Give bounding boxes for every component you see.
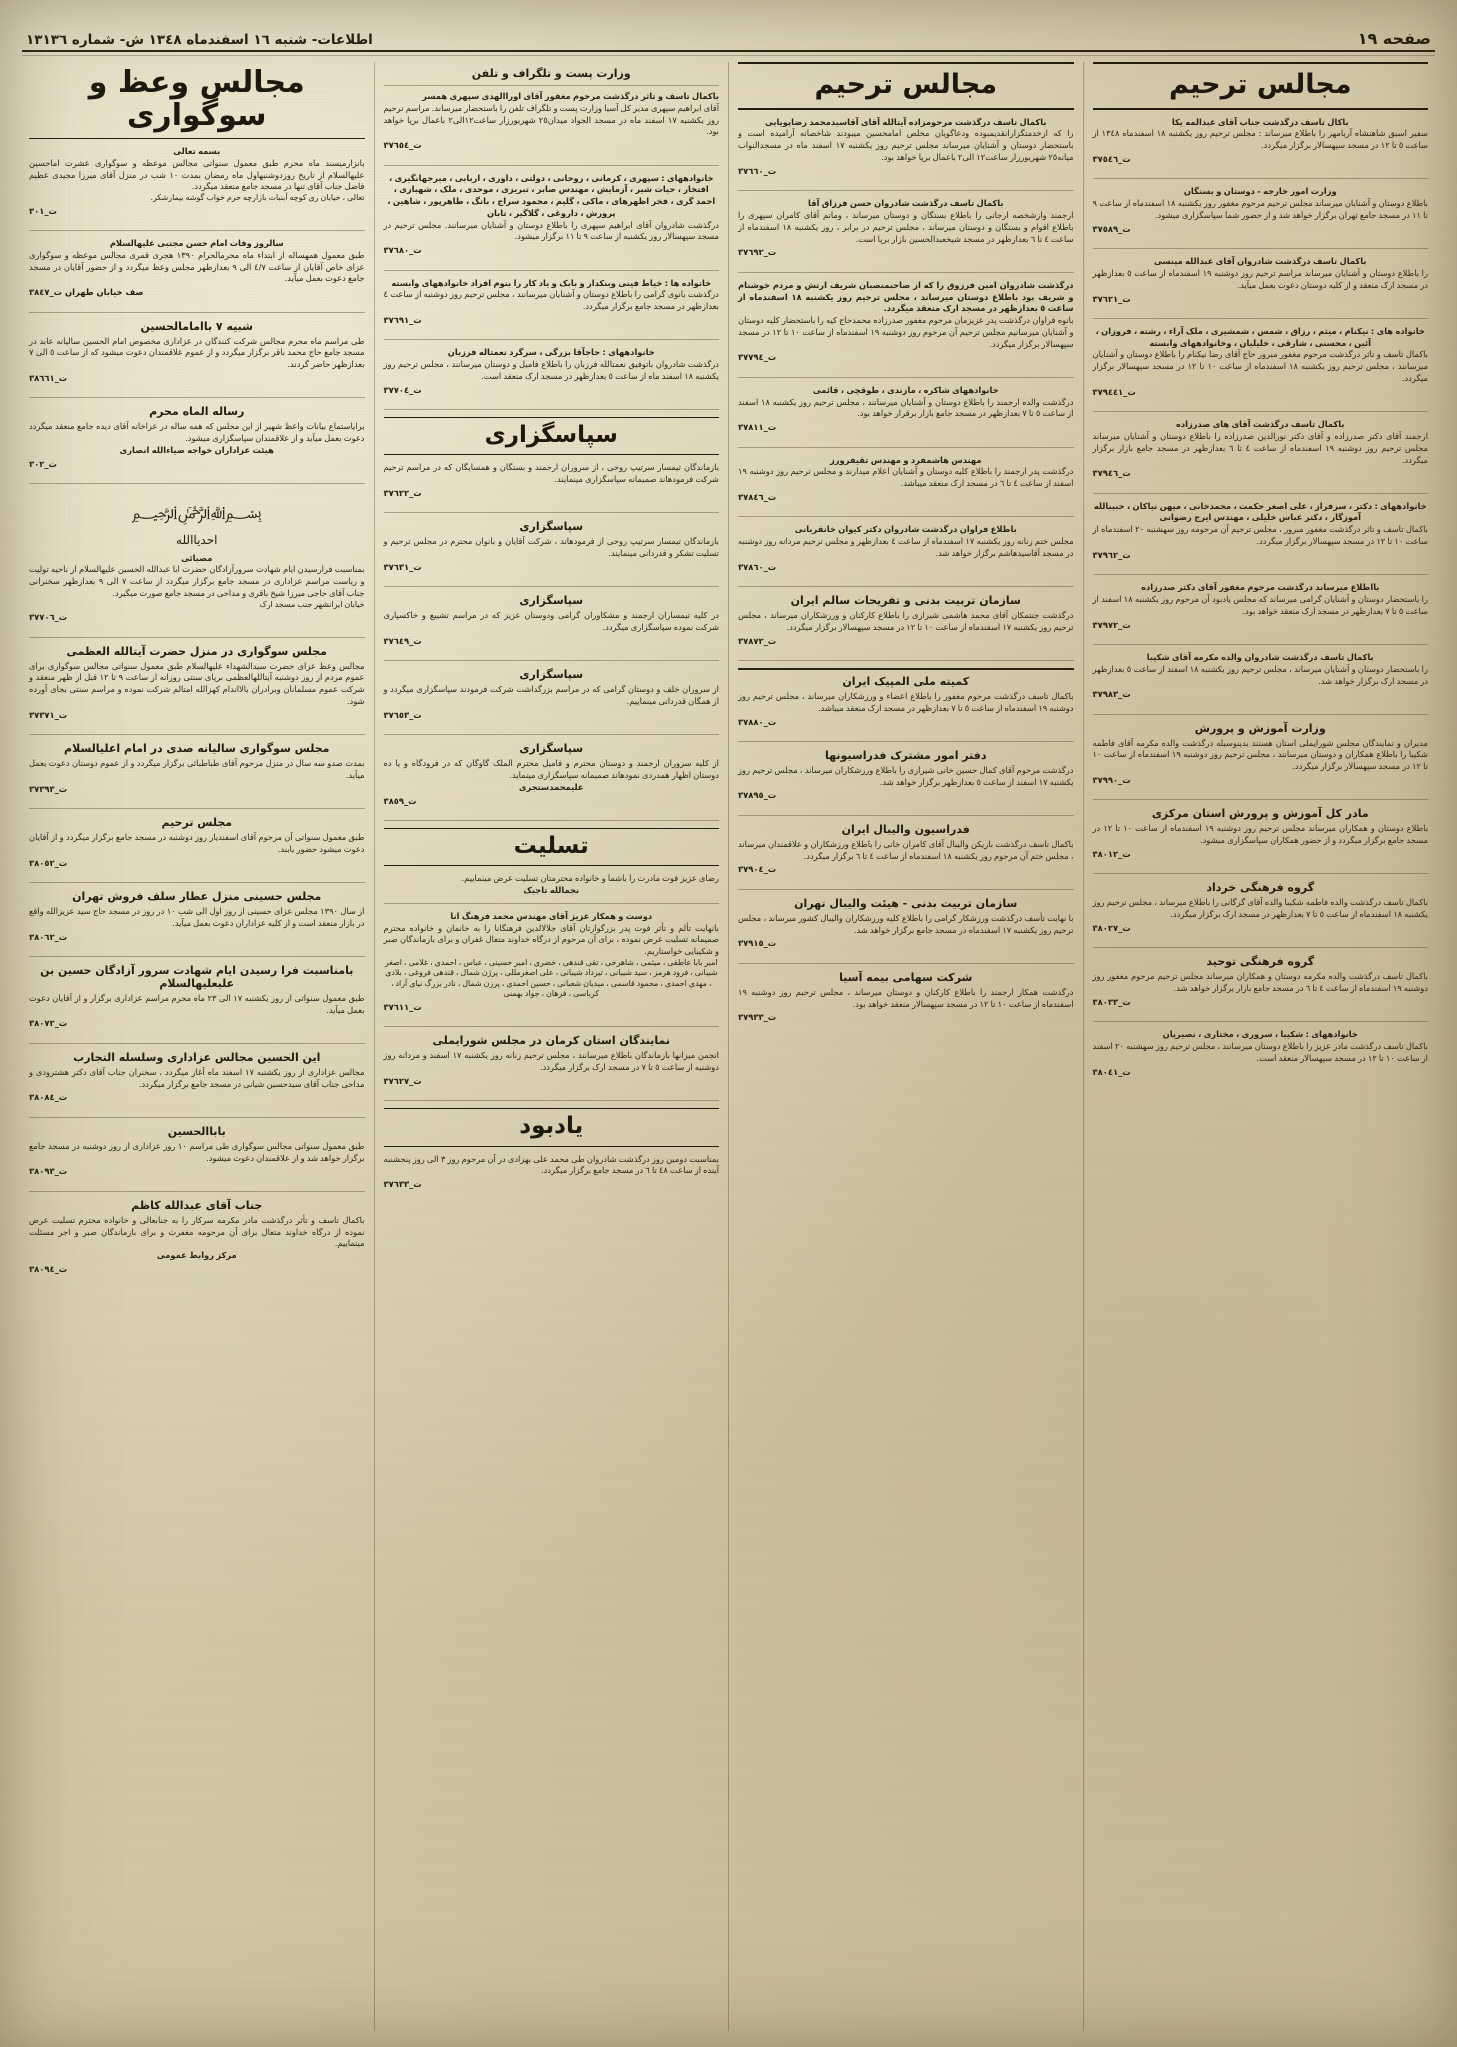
notice-ref: ت_٣٨٠٧٢ <box>29 1018 68 1029</box>
notice-body: بمناسبت فرارسیدن ایام شهادت سرورآزادگان حضرت ابا عبدالله الحسین علیهالسلام از ناحیه تولیت و ریاست مراسم عزاداری در مسجد جامع برگزار میگردد از ساعت ٧ الی ٩ بعدازظهر سخنرانی جناب آقای حاجی میرزا شیخ باقری و مداحی در مسجد جامع صورت میگیرد. <box>29 564 365 598</box>
notice-ref: ت_٣٧٩١٥ <box>738 938 777 949</box>
section-headline-marasem-tarhim-1: مجالس ترحیم <box>1093 62 1429 110</box>
notice-heading: سپاسگزاری <box>519 594 584 608</box>
notice-item <box>384 742 720 821</box>
notice-ref: ت_٣٧٦٩٢ <box>738 247 777 258</box>
notice-item <box>29 405 365 484</box>
notice-body: را باستحضار دوستان و آشنایان میرساند ، مجلس ترحیم روز یکشنبه ١٨ اسفند از ساعت ٥ بعدازظهر در مسجد ارک برگزار خواهد شد. <box>1092 663 1428 686</box>
notice-heading: مجلس حسینی منزل عطار سلف فروش تهران <box>72 889 322 903</box>
notice-ref: ت_٣٧٨٤٦ <box>738 491 777 502</box>
notice-heading: باکمال تاسف درگذشت شادروان آقای عبدالله مینسی <box>1154 256 1367 267</box>
notice-body: درگذشت بانوی گرامی را باطلاع دوستان و آشنایان میرسانند ، مجلس ترحیم روز دوشنبه از ساعت ٤ بعدازظهر در مسجد جامع برگزار میگردد. <box>383 289 719 312</box>
section-subheading-post-telegraph: وزارت پست و تلگراف و تلفن <box>471 67 631 80</box>
notice-ref: ت_٣٧٩٨٣ <box>1092 689 1131 700</box>
notice-item <box>738 280 1074 378</box>
notice-item <box>1093 186 1429 249</box>
notice-ref: ت_٣٧٥٨٩ <box>1092 223 1131 234</box>
notice-heading: گروه فرهنگی خرداد <box>1206 881 1315 895</box>
notice-ref: ت_٣٧٦٤٩ <box>383 635 422 646</box>
notice-heading: بااطلاع میرساند درگذشت مرحوم مغفور آقای دکتر صدرزاده <box>1141 582 1380 593</box>
notice-ref: ت_٣٧٧٩٤ <box>738 352 777 363</box>
notice-item <box>738 749 1074 816</box>
notice-item <box>1093 326 1429 412</box>
notice-heading: وزارت امور خارجه - دوستان و بستگان <box>1183 186 1337 197</box>
notice-body: طبق معمول سنواتی مجالس سوگواری طی مراسم ١٠ روز عزاداری از روز دوشنبه در مسجد جامع برگزار خواهد شد و از علاقمندان دعوت میشود. <box>29 1140 365 1163</box>
notice-item <box>384 347 720 410</box>
notice-heading: باکمال تاسف درگذشت شادروان والده مکرمه آقای شکیبا <box>1146 651 1374 662</box>
notice-body: را که ازخدمتگزارانقدیمبوده ودعاگویان مخلص امامحسین میبودند شاخصانه آرامیده است و باستحضار دوستان و آشنایان میرساند مجلس ترحیم روز یکشنبه ١٧ اسفند ماه در مسجدالنواب میانه٢٥ شهریورزار ساعت١٢ الی٢ باعمال برپا خواهد بود. <box>738 128 1074 163</box>
notice-heading: سپاسگزاری <box>519 668 584 682</box>
notice-heading: سالروز وفات امام حسن مجتبی علیهالسلام <box>109 238 284 249</box>
masthead <box>0 18 1457 48</box>
notice-signature: نجمالله تاجیک <box>523 884 580 895</box>
notice-ref: ت_٣٠٢ <box>29 458 57 469</box>
notice-item <box>384 911 720 1028</box>
notice-item <box>738 668 1074 742</box>
column-3 <box>374 62 729 2031</box>
notice-ref: ت_٣٧٣٧١ <box>29 709 68 720</box>
notice-body: طبق معمول سنواتی آن مرحوم آقای اسفندیار روز دوشنبه در مسجد جامع برگزار میگردد و از آقایان دعوت میشود حضور یابند. <box>29 831 365 854</box>
notice-item <box>738 971 1074 1037</box>
notice-body: با نهایت تأسف درگذشت ورزشکار گرامی را باطلاع کلیه ورزشکاران والیبال کشور میرساند ، مجلس ترحیم روز یکشنبه ١٧ اسفندماه در مسجد جامع برگزار خواهد شد. <box>738 912 1074 935</box>
notice-body: باکمال تاسف و تاثر درگذشت مغفور مبرور ، مجلس ترحیم آن مرحومه روز سهشنبه ٢٠ اسفندماه از ساعت ١٠ تا ١٢ در مسجد سپهسالار برگزار میگردد. <box>1092 524 1428 547</box>
notice-body: درگذشت جنتمکان آقای محمد هاشمی شیرازی را باطلاع کارکنان و ورزشکاران میرساند ، مجلس ترحیم روز یکشنبه ١٧ اسفندماه از ساعت ١٠ تا ١٢ در مسجد سپهسالار برگزار میگردد. <box>738 610 1074 632</box>
notice-item <box>384 462 720 513</box>
notice-heading: باطلاع فراوان درگذشت شادروان دکتر کیوان خانقربانی <box>794 524 1017 535</box>
notice-ref: ت_٣٧٦٢٧ <box>383 1075 422 1086</box>
notice-heading: باباالحسین <box>167 1124 226 1138</box>
notice-body: بازماندگان تیمسار سرتیپ روحی ، از سروران ارجمند و بستگان و همسایگان که در مراسم ترحیم شرکت فرمودهاند صمیمانه سپاسگزاری مینمایند. <box>383 462 719 485</box>
notice-body: باکمال تاسف درگذشت بازیکن والیبال آقای کامران خانی را باطلاع ورزشکاران و علاقمندان میرساند ، مجلس ختم آن مرحوم روز یکشنبه ١٨ اسفندماه از ساعت ٤ تا ٦ برگزار میگردد. <box>738 838 1074 861</box>
notice-body: برایاستماع بیانات واعظ شهیر از این مجلس که همه ساله در عزاخانه آقای دیده جامع منعقد میگردد دعوت بعمل میآید و از علاقمندان سپاسگزاری میشود. <box>29 421 365 444</box>
notice-heading: خانوادههای : دکتر ، سرفراز ، علی اصغر حکمت ، محمدخانی ، میهن نیاکان ، حبیبالله آموزگار ، دکتر عباس خلیلی ، مهندس ایرج رضوانی <box>1093 500 1427 523</box>
notice-item <box>29 320 365 399</box>
divider <box>738 668 1074 670</box>
notice-item <box>384 1154 720 1204</box>
notice-body: مجالس عزاداری از روز یکشنبه ١٧ اسفند ماه آغاز میگردد ، سخنران جناب آقای دکتر هشترودی و مداحی جناب آقای سیدحسین شیانی در مسجد جامع برگزار میگردد. <box>29 1066 365 1089</box>
notice-ref: ت_٣٧٩٧٢ <box>1092 619 1131 630</box>
notice-ref: ت_٣٧٧٠٦ <box>29 612 68 623</box>
notice-heading: وزارت آموزش و پرورش <box>1194 721 1326 735</box>
section-headline-marasem-tarhim-2: مجالس ترحیم <box>738 62 1074 110</box>
notice-signature: مصبائی <box>181 552 213 563</box>
notice-ref: ت_٣٧٨٦٠ <box>738 561 777 572</box>
notice-ref: ت_٣٧٩٣٣ <box>738 1012 777 1023</box>
notice-item <box>29 645 365 736</box>
notice-item <box>384 173 720 271</box>
notice-heading: بسمه تعالی <box>173 146 221 156</box>
notice-item <box>738 385 1074 448</box>
section-headline-majales-vaz: مجالس وعظ و سوگواری <box>29 62 365 139</box>
notice-body: درگذشت همکار ارجمند را باطلاع کارکنان و دوستان میرساند ، مجلس ترحیم روز دوشنبه ١٩ اسفندماه از ساعت ١٠ تا ١٢ در مسجد سپهسالار منعقد خواهد بود. <box>738 986 1074 1009</box>
notice-body: مجالس وعظ عزای حضرت سیدالشهداء علیهالسلام طبق معمول سنواتی مجالس سوگواری برای عموم مردم از روز دوشنبه آیتاللهالعظمی برپای سنتی روزانه از ساعت ٩ تا ١٢ قبل از ظهر منعقد و شرکت عموم مسلمانان وبرادران بالااندام کهزالله امتالم شرکت نموده و مراسم سنتی بجای آورده شود. <box>29 660 365 706</box>
notice-item <box>1093 256 1429 319</box>
notice-signature: هیئت عزاداران خواجه ضیاءالله انصاری <box>119 444 274 455</box>
notice-item <box>29 890 365 957</box>
notice-item <box>1093 1029 1429 1091</box>
masthead-rule-secondary <box>22 55 1435 56</box>
notice-signature: مرکز روابط عمومی <box>156 1250 237 1261</box>
notice-item <box>384 278 720 341</box>
notice-body: طبق معمول سنواتی از روز یکشنبه ١٧ الی ٢٣ ماه محرم مراسم عزاداری برگزار و از آقایان دعوت بعمل میآید. <box>29 992 365 1015</box>
notice-ref: ت_٣٨٠٦٢ <box>29 931 68 942</box>
notice-ref: صف خیابان طهران ت_٣٨٤٧ <box>29 287 144 298</box>
notice-body: بانهایت تألم و تأثر فوت پدر بزرگوارتان آقای جلالالدین فرهنگانا را به خانمان و خانواده محترم صمیمانه تسلیت عرض نموده ، برای آن مرحوم از درگاه خداوند متعال غفران و برای بازماندگان صبر و شکیبایی خواستاریم. <box>383 922 719 957</box>
notice-heading: مجلس ترحیم <box>161 815 233 829</box>
notice-signature: علیمحمدستجری <box>518 781 584 792</box>
section-headline-tasliat: تسلیت <box>384 828 720 866</box>
notice-item <box>1093 582 1429 645</box>
masthead-rule <box>22 50 1435 52</box>
notice-ref: ت_٣٨٠٥٢ <box>29 857 68 868</box>
notice-ref: ت_٣٨٠٨٤ <box>29 1092 68 1103</box>
notice-body: درگذشت شادروان آقای ابراهیم سپهری را باطلاع دوستان و آشنایان میرسانند. مجلس ترحیم در مسجد سپهسالار روز یکشنبه از ساعت ٩ تا ١١ برگزار میشود. <box>383 219 719 242</box>
notice-heading: سازمان تربیت بدنی و تفریحات سالم ایران <box>790 594 1021 607</box>
notice-ref: ت_٣٧٨٧٢ <box>738 635 777 646</box>
notice-heading: فدراسیون والیبال ایران <box>841 822 970 836</box>
notice-heading: کمیته ملی المپیک ایران <box>842 674 970 688</box>
notice-body: انجمن میزانها بازماندگان باطلاع میرسانند ، مجلس ترحیم زنانه روز یکشنبه ١٧ اسفند و مردانه روز دوشنبه از ساعت ٥ تا ٧ در مسجد ارک برگزار میگردد. <box>383 1050 719 1073</box>
notice-heading: شبیه ٧ باامامالحسین <box>140 319 253 333</box>
notice-ref: ت_٣٧٦٥٤ <box>383 140 422 151</box>
column-4 <box>20 62 374 2031</box>
notice-ref: ت_٣٧٨١١ <box>738 422 777 433</box>
notice-item-bismillah <box>29 491 365 638</box>
notice-item <box>29 1199 365 1289</box>
page-number: صفحه ١٩ <box>1357 29 1431 48</box>
notice-heading: رساله الماه محرم <box>149 405 245 419</box>
notice-heading: بامناسبت فرا رسیدن ایام شهادت سرور آزادگان حسین بن علیعلیهالسلام <box>40 963 354 990</box>
notice-item <box>29 816 365 883</box>
notice-body: بانوه فراوان درگذشت پدر عزیزمان مرحوم مغفور صدرزاده محمدحاج کیه را باستحضار کلیه دوستان و آشنایان میرسانیم مجلس ترحیم آن مرحوم روز دوشنبه ١٩ اسفندماه از ساعت ١٠ تا ١٢ در مسجد سپهسالار برگزار میگردد. <box>738 315 1074 349</box>
notice-body: درگذشت والده ارجمند را باطلاع دوستان و آشنایان میرسانند ، مجلس ترحیم روز یکشنبه ١٨ اسفند از ساعت ٥ تا ٧ بعدازظهر در مسجد جامع بازار برقرار خواهد بود. <box>738 396 1074 419</box>
notice-body: از سال ١٣٩٠ مجلس عزای حسینی از روز اول الی شب ١٠ در روز در مسجد حاج سید عزیزالله واقع در بازار منعقد است و از کلیه عزاداران دعوت بعمل میآید. <box>29 905 365 928</box>
notice-heading: دفتر امور مشترک فدراسیونها <box>825 748 987 762</box>
notice-body: باکمال تاسف و تاثر درگذشت مرحوم مغفور مبرور حاج آقای رضا نیکنام را باطلاع دوستان و آشنایان میرسانند ، مجلس ترحیم روز یکشنبه ١٨ اسفندماه از ساعت ١٠ تا ١٢ در مسجد سپهسالار برگزار میگردد. <box>1092 349 1428 384</box>
notice-ref: ت_٣٧٦٣١ <box>383 561 422 572</box>
notice-heading: باکمال تاسف درگذشت مرحومزاده آیتالله آقای آقاسیدمحمد رضاپویایی <box>765 116 1047 127</box>
notice-ref: ت_٣٧٦٨٠ <box>383 245 422 256</box>
notice-body: مجلس ختم زنانه روز یکشنبه ١٧ اسفندماه از ساعت ٤ بعدازظهر و مجلس ترحیم مردانه روز دوشنبه در مسجد آقاسیدهاشم برگزار خواهد شد. <box>738 536 1074 558</box>
notice-ref: ت_٣٨٦٦١ <box>29 372 68 383</box>
notice-body: بمناسبت دومین روز درگذشت شادروان طی محمد علی بهزادی در آن مرحوم روز ٣ الی روز پنجشنبه آینده از ساعت ٤٨ تا ٦ در مسجد جامع برگزار میگردد. <box>383 1153 719 1176</box>
bismillah-text: احدیاالله <box>176 532 218 547</box>
notice-body: را باستحضار دوستان و آشنایان گرامی میرساند که مجلس یادبود آن مرحوم روز یکشنبه ١٨ اسفند از ساعت ٥ تا ٧ بعدازظهر در مسجد ارک منعقد خواهد بود. <box>1092 594 1428 616</box>
notice-item <box>1093 501 1429 576</box>
notice-body: درگذشت مرحوم آقای کمال حسین خانی شیرازی را باطلاع ورزشکاران میرساند ، مجلس ترحیم روز یکشنبه ١٧ اسفند از ساعت ٥ بعدازظهر برگزار خواهد شد. <box>738 764 1074 787</box>
notice-address: خیابان ایرانشهر جنب مسجد ارک <box>259 599 365 609</box>
notice-item <box>384 873 720 904</box>
section-headline-sepasgozari: سپاسگزاری <box>384 417 720 455</box>
notice-heading: شرکت سهامی بیمه آسیا <box>839 970 973 984</box>
notice-ref: ت_٣٧٩٠٤ <box>738 864 777 875</box>
notice-heading: دوست و همکار عزیز آقای مهندس محمد فرهنگ انا <box>450 910 653 921</box>
notice-ref: ت_٣٧٨٩٥ <box>738 790 777 801</box>
notice-body: بمدت صدو سه سال در منزل مرحوم آقای طباطبائی برگزار میگردد و از عموم دوستان دعوت بعمل میآید. <box>29 758 365 780</box>
notice-heading: خانواده ها : خیاط فینی وبنکدار و بابک و یاد کار را بنوم افراد خانوادههای وابسته <box>391 277 712 288</box>
notice-signature: امیر بابا عاطفی ، میثمی ، شاهرخی ، تقی قندهی ، خضری ، امیر حسینی ، عباس ، احمدی ، غلامی ، اصغر شیبانی ، فرود هرمز ، سید شیبانی ، تیرداد شیبانی ، علی اصغرمللی ، پرژن شمال ، قندهی فروغی ، بلادی ، مهدی احمدی ، محمود قاسمی ، میدیان شعبانی ، حسین احمدی ، پرزن شمال ، نادر بزرگ نیای آزاد ، کرباسی ، فرهان ، جواد بهمنی <box>384 957 718 999</box>
notice-body: باکمال تاسف درگذشت مرحوم مغفور را باطلاع اعضاء و ورزشکاران میرساند ، مجلس ترحیم روز دوشنبه ١٩ اسفندماه از ساعت ٥ تا ٧ بعدازظهر در مسجد ارک منعقد میباشد. <box>738 690 1074 713</box>
notice-body: درگذشت شادروان باتوفیق نعمتالله فرزبان را باطلاع فامیل و دوستان میرسانند ، مجلس ترحیم روز یکشنبه ١٨ اسفند ماه از ساعت ٥ بعدازظهر در مسجد ارک منعقد است. <box>383 359 719 381</box>
notice-ref: ت_٣٨٠٩٣ <box>29 1166 68 1177</box>
notice-body: مدیران و نمایندگان مجلس شورایملی استان هستند بدینوسیله درگذشت والده مکرمه آقای فاطمه شکیبا را باطلاع همکاران و دوستان میرسانند ، مجلس ترحیم روز دوشنبه ١٩ اسفندماه از ساعت ١٠ تا ١٢ در مسجد سپهسالار برگزار میگردد. <box>1092 737 1428 772</box>
column-1 <box>1083 62 1438 2031</box>
notice-heading: مجلس سوگواری در منزل حضرت آیتالله العظمی <box>66 644 327 658</box>
notice-ref: ت_٣٧٩٤٤١ <box>1092 386 1136 397</box>
notice-item <box>1093 722 1429 801</box>
notice-heading: خانوادههای : سپهری ، کرمانی ، روحانی ، دولتی ، داوری ، اربابی ، میرجهانگیری ، افتخار ، حیات شیر ، آزمایش ، مهندس صابر ، تبریزی ، موحدی ، ملک ، شهبازی ، احمد گری ، فخر اظهرهای ، ماکی ، گلیم ، محمود سراج ، بانگ ، طاهرپور ، شاهین ، پرورش ، داروغی ، گلاگیر ، تابان <box>387 172 716 218</box>
notice-heading: خانوادههای شاکره ، مازندی ، طوقچی ، قائمی <box>812 384 999 395</box>
notice-heading: خانوادههای : شکیبا ، سروری ، مختاری ، نصیریان <box>1162 1029 1358 1040</box>
notice-body: طبق معمول همهساله از ابتداء ماه محرمالحرام ١٣٩٠ هجری قمری مجالس موعظه و سوگواری عزای خاص آقایان از ساعت ٤/٧ الی ٩ بعدازظهر مجلس وعظ میگردد و از حضور آقایان در مسجد جامع دعوت بعمل میآید. <box>29 249 365 284</box>
notice-item <box>29 742 365 809</box>
section-headline-yadbud: یادبود <box>384 1108 720 1146</box>
notice-heading: خانوادههای : حاجآقا بزرگی ، سرگرد نعمتاله فرزبان <box>447 347 655 358</box>
notice-heading: باکمال تاسف درگذشت آقای های صدرزاده <box>1175 419 1345 430</box>
bismillah-calligraphy: ﷽ احدیاالله <box>29 491 365 553</box>
notice-body: بانزارمیسند ماه محرم طبق معمول سنواتی مجالس موعظه و سوگواری عشرت اماحسین علیهالسلام از تاریخ روزدوشنبهاول ماه رمضان بمدت ١٠ شب در منزل آقای میرزا مجیدی عظیم فاضل جناب آقای تنها در مسجد جامع منعقد میگردد. <box>29 157 365 192</box>
column-2 <box>728 62 1083 2031</box>
notice-item <box>29 1125 365 1192</box>
notice-heading: باکمال تاسف درگذشت شادروان حسن فرزاق آقا <box>808 198 1004 209</box>
notice-item <box>29 146 365 231</box>
notice-heading: خانواده های : نیکنام ، میثم ، رزاق ، شمس ، شمشیری ، ملک آراء ، رشته ، فروزان ، آئین ، محسنی ، شارقی ، خلیلیان ، وخانوادههای وابسته <box>1095 325 1425 348</box>
notice-body: رضای عزیز فوت مادرت را باشما و خانواده محترمتان تسلیت عرض مینماییم. <box>461 873 719 884</box>
notice-ref: ت_٣٨٠٤١ <box>1092 1066 1131 1077</box>
notice-ref: ت_٣٧٦١١ <box>383 1001 422 1012</box>
notice-item <box>1093 881 1429 948</box>
notice-item <box>384 668 720 735</box>
notice-heading: جناب آقای عبدالله کاظم <box>131 1198 263 1212</box>
notice-body: ارجمند وازشخصه ارجانی را باطلاع بستگان و دوستان میرساند ، وماتم آقای کامران سپهری را باطلاع اقوام و بستگان و دوستان میرساند ، مجلس ترحیم در برابر ، روز یکشنبه ١٨ اسفندماه از ساعت ٤ تا ٦ بعدازظهر در مسجد شیخعبدالحسین بازار برپا است. <box>738 209 1074 244</box>
notice-ref: ت_٣٨٠٣٣ <box>1092 996 1131 1007</box>
notice-ref: ت_٣٨٠٩٤ <box>29 1263 68 1274</box>
notice-body: از کلیه سروران ارجمند و دوستان محترم و فامیل محترم الملک گاوگان که در فرودگاه و یا ده دوستان اظهار همدردی نمودهاند صمیمانه سپاسگزاری مینماید. <box>383 758 719 780</box>
notice-body: باکمال تاسف درگذشت والده مکرمه دوستان و همکاران میرساند مجلس ترحیم مرحوم مغفور روز دوشنبه ١٩ اسفندماه از ساعت ٤ تا ٦ در مسجد جامع بازار برگزار خواهد شد. <box>1092 971 1428 994</box>
publication-line: اطلاعات- شنبه ١٦ اسفندماه ١٣٤٨ ش- شماره ١٣١٣٦ <box>26 32 373 48</box>
notice-body: باطلاع دوستان و همکاران میرساند مجلس ترحیم روز دوشنبه ١٩ اسفندماه از ساعت ١٠ تا ١٢ در مسجد جامع برگزار میگردد و از حضور همکاران سپاسگزاری میشود. <box>1092 823 1429 846</box>
notice-body: باکمال تاسف درگذشت مادر عزیز را باطلاع دوستان میرسانند ، مجلس ترحیم روز سهشنبه ٢٠ اسفند از ساعت ١٠ تا ١٢ در مسجد سپهسالار منعقد است. <box>1092 1041 1428 1063</box>
notice-item <box>738 455 1074 518</box>
notice-item <box>738 823 1074 890</box>
notice-item <box>738 897 1074 964</box>
notice-ref: ت_٣٧٦٩١ <box>383 314 422 325</box>
notice-ref: ت_٣٧٩٦٢ <box>1092 549 1131 560</box>
notice-item <box>738 198 1074 273</box>
notice-ref: ت_٣٧٨٨٠ <box>738 716 777 727</box>
notice-heading: سپاسگزاری <box>519 742 584 756</box>
notice-item <box>29 964 365 1044</box>
notice-heading: این الحسین مجالس عزاداری وسلسله التجارب <box>73 1050 321 1064</box>
notice-ref: ت_٣٧٦٦٠ <box>738 165 777 176</box>
notice-ref: ت_٣٧٦٢١ <box>1092 293 1131 304</box>
notice-address: تعالی ، خیابان ری کوچه آبنبات بازارچه حرم خواب گوشه بیمارشکر. <box>150 193 365 203</box>
notice-ref: ت_٣٠١ <box>29 205 57 216</box>
column-grid <box>20 62 1437 2031</box>
notice-body: در کلیه تیمساران ارجمند و مشکاوران گرامی ودوستان عزیز که در مراسم تشییع و خاکسپاری شرکت نموده سپاسگزاری میگردد. <box>383 610 719 633</box>
notice-heading: سازمان تربیت بدنی - هیئت والیبال تهران <box>794 896 1018 910</box>
notice-body: باکمال تاسف درگذشت والده فاطمه شکیبا والده آقای گرگانی را باطلاع میرساند ، مجلس ترحیم روز یکشنبه ١٨ اسفندماه از ساعت ٥ تا ٧ بعدازظهر در مسجد ارک برگزار میگردد. <box>1092 897 1428 920</box>
notice-ref: ت_٣٧٩٩٠ <box>1092 775 1131 786</box>
notice-body: سفیر اسبق شاهنشاه آریامهر را باطلاع میرساند : مجلس ترحیم روز یکشنبه ١٨ اسفندماه ١٣٤٨ از ساعت ٥ تا ١٢ در مسجد سپهسالار برگزار میگردد. <box>1092 128 1428 151</box>
notice-item <box>384 91 720 166</box>
notice-ref: ت_٣٧٦٥٣ <box>383 709 422 720</box>
notice-ref: ت_٣٨٠١٢ <box>1092 848 1131 859</box>
notice-heading: گروه فرهنگی توحید <box>1206 955 1315 969</box>
notice-ref: ت_٣٧٥٤٦ <box>1092 154 1131 165</box>
notice-item <box>384 520 720 587</box>
notice-item <box>1093 117 1429 180</box>
notice-item <box>29 1051 365 1118</box>
notice-ref: ت_٣٧٦٢٢ <box>383 487 422 498</box>
notice-body: بازماندگان تیمسار سرتیپ روحی از فرمودهاند ، شرکت آقایان و بانوان محترم در مجلس ترحیم و تسلیت تشکر و قدردانی مینمایند. <box>383 536 719 559</box>
notice-body: باکمال تاسف و تأثر درگذشت مادر مکرمه سرکار را به جنابعالی و خانواده محترم تسلیت عرض نموده از درگاه خداوند متعال برای آن مرحومه مغفرت و برای بازماندگان صبر و اجر مسئلت مینماییم. <box>29 1214 365 1249</box>
notice-heading: مادر کل آموزش و پرورش استان مرکزی <box>1151 807 1369 821</box>
notice-body: از سروران خلف و دوستان گرامی که در مراسم بزرگداشت شرکت فرمودند سپاسگزاری میگردد و از همگان قدردانی مینماییم. <box>383 684 719 706</box>
notice-heading: مجلس سوگواری سالیانه صدی در امام اعلیالسلام <box>64 742 330 756</box>
notice-item <box>738 524 1074 587</box>
notice-ref: ت_٣٨٠٢٧ <box>1092 922 1131 933</box>
notice-body: را باطلاع دوستان و آشنایان میرساند مراسم ترحیم روز دوشنبه ١٩ اسفندماه از ساعت ٥ بعدازظهر در مسجد ارک منعقد و از کلیه دوستان دعوت بعمل میآید. <box>1092 267 1428 290</box>
notice-item <box>738 117 1074 192</box>
notice-item <box>29 238 365 313</box>
notice-ref: ت_٣٨٥٩ <box>383 795 417 806</box>
notice-item <box>1093 807 1429 874</box>
notice-heading: درگذشت شادروان امین فرزوق را که از صاحبمنصبان شریف ارتش و مردم خوشنام و شریف بود باطلاع دوستان میرساند ، مجلس ترحیم روز یکشنبه ١٨ اسفندماه از ساعت ٥ بعدازظهر در مسجد ارک منعقد میگردد. <box>738 279 1074 314</box>
notice-heading: مهندس هاشمفرد و مهندس تقیفرورز <box>830 454 982 465</box>
notice-item <box>384 1034 720 1101</box>
notice-heading: نمایندگان استان کرمان در مجلس شورایملی <box>432 1034 671 1048</box>
notice-body: درگذشت پدر ارجمند را باطلاع کلیه دوستان و آشنایان اعلام میدارند و مجلس ترحیم روز دوشنبه ١٩ اسفند از ساعت ٤ تا ٦ در مسجد ارک منعقد میباشد. <box>738 466 1074 489</box>
notice-ref: ت_٣٧٧٠٤ <box>383 384 422 395</box>
notice-body: باطلاع دوستان و آشنایان میرساند مجلس ترحیم مرحوم مغفور روز یکشنبه ١٨ اسفندماه از ساعت ٩ تا ١١ در مسجد جامع تهران برگزار خواهد شد و از حضور شما سپاسگزاری میشود. <box>1092 198 1428 220</box>
notice-heading: سپاسگزاری <box>519 520 584 534</box>
notice-ref: ت_٣٧٦٣٣ <box>383 1179 422 1190</box>
notice-item <box>738 594 1074 661</box>
notice-item <box>384 594 720 661</box>
divider <box>384 85 720 86</box>
notice-heading: باکمال تاسف و تاثر درگذشت مرحوم مغفور آقای اوراالهدی سپهری همسر <box>422 91 719 101</box>
notice-heading: باکال تاسف درگذشت جناب آقای عبدالمه یکا <box>1171 116 1349 127</box>
notice-body: آقای ابراهیم سپهری مدیر کل آسیا وزارت پست و تلگراف تلفن را باستحضار میرساند. مراسم ترحیم روز یکشنبه ١٧ اسفند ماه در مسجد الجواد میدان٢٥ شهریورزار ساعت١٢الی٢ باعمال برپا خواهد بود. <box>383 102 719 137</box>
notice-ref: ت_٣٧٣٩٣ <box>29 783 68 794</box>
notice-item <box>1093 955 1429 1022</box>
notice-item <box>1093 652 1429 715</box>
notice-body: ارجمند آقای دکتر صدرزاده و آقای دکتر نورالدین صدرزاده را باطلاع دوستان و آشنایان میرساند مجلس ترحیم روز دوشنبه ١٩ اسفندماه از ساعت ٤ تا ٦ بعدازظهر در مسجد جامع بازار برگزار میگردد. <box>1092 430 1428 465</box>
notice-body: طی مراسم ماه محرم مجالس شرکت کنندگان در عزاداری مخصوص امام الحسین سالیانه عابد در مسجد جامع حاج محمد باقر برگزار میگردد و از عموم علاقمندان دعوت میشود که از ساعت ٥ الی ٧ بعدازظهر حاضر گردند. <box>29 335 365 370</box>
notice-item <box>1093 419 1429 494</box>
notice-ref: ت_٣٧٩٤٦ <box>1092 468 1131 479</box>
